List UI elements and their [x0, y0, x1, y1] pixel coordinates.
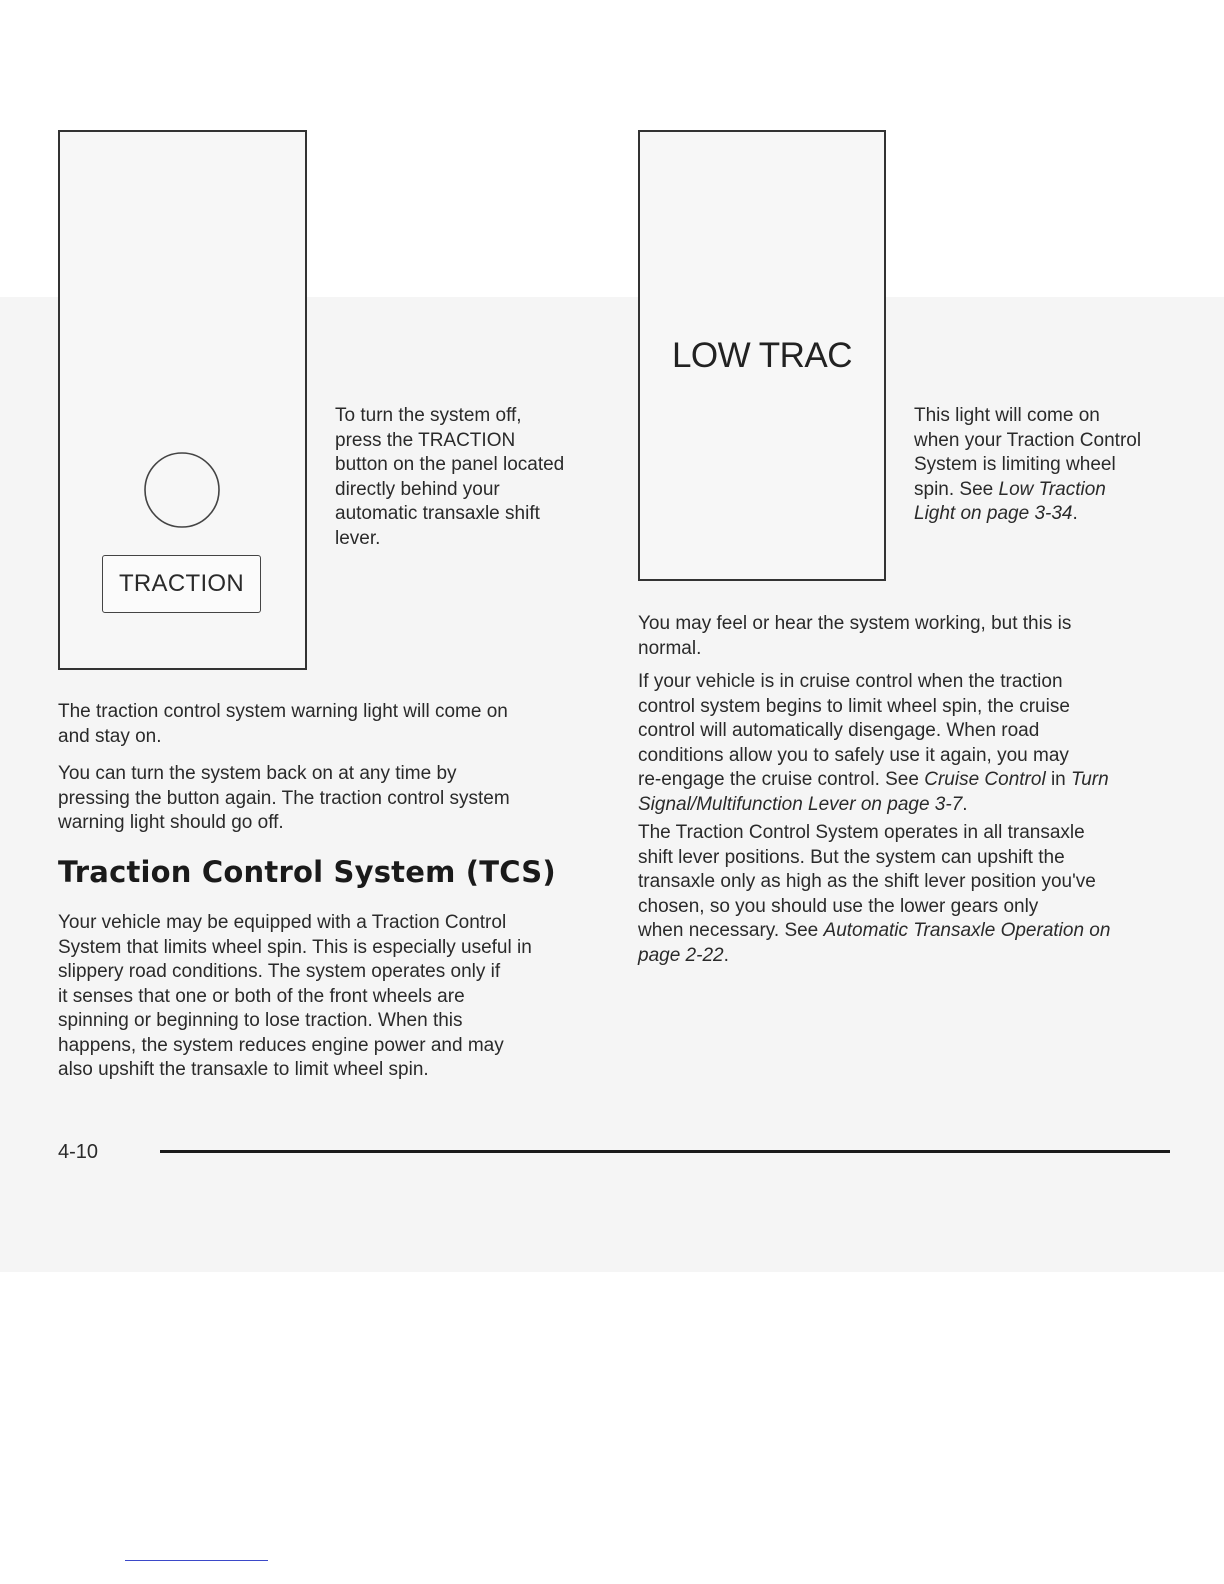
page-number: 4-10: [58, 1141, 99, 1163]
transaxle-paragraph: [638, 821, 1203, 968]
text-line: also upshift the transaxle to limit wheel spin.: [58, 1059, 429, 1080]
automatic-transaxle-reference: Automatic Transaxle Operation on: [823, 920, 1111, 941]
turn-back-on-paragraph: [58, 762, 618, 836]
caption-line: Light on page 3-34.: [914, 503, 1078, 524]
text-line: You may feel or hear the system working, but this is: [638, 613, 1072, 634]
caption-line: when your Traction Control: [914, 429, 1142, 451]
text-line: conditions allow you to safely use it again, you may: [638, 744, 1069, 766]
warning-light-paragraph: [58, 700, 618, 749]
text-line: warning light should go off.: [58, 812, 284, 833]
caption-line: System is limiting wheel: [914, 454, 1116, 475]
caption-line: This light will come on: [914, 405, 1100, 426]
footer-rule: [160, 1150, 1170, 1153]
text-line: Signal/Multifunction Lever on page 3-7.: [638, 793, 968, 815]
text-line: spinning or beginning to lose traction. When this: [58, 1010, 463, 1031]
text-line: when necessary. See Automatic Transaxle Operation on: [638, 920, 1111, 941]
caption-line: spin. See Low Traction: [914, 478, 1106, 500]
text-line: control will automatically disengage. When road: [638, 720, 1040, 741]
caption-line: button on the panel located: [335, 454, 565, 475]
low-trac-label: LOW TRAC: [671, 335, 853, 375]
text-line: The traction control system warning light will come on: [58, 701, 508, 722]
text-line: Your vehicle may be equipped with a Traction Control: [58, 912, 507, 933]
text-line: normal.: [638, 637, 702, 659]
turn-signal-lever-page-reference: Signal/Multifunction Lever on page 3-7: [638, 793, 963, 815]
caption-line: press the TRACTION: [335, 429, 516, 451]
traction-caption: [335, 404, 615, 551]
text-line: System that limits wheel spin. This is especially useful in: [58, 936, 532, 958]
low-traction-light-page-reference: Light on page 3-34: [914, 503, 1073, 524]
text-line: shift lever positions. But the system can upshift the: [638, 846, 1065, 868]
text-line: slippery road conditions. The system operates only if: [58, 961, 501, 982]
caption-line: automatic transaxle shift: [335, 503, 540, 524]
text-line: re-engage the cruise control. See Cruise Control in Turn: [638, 769, 1109, 790]
text-line: The Traction Control System operates in all transaxle: [638, 822, 1085, 843]
bottom-underline: [125, 1560, 268, 1561]
text-line: chosen, so you should use the lower gears only: [638, 895, 1039, 917]
low-trac-light-illustration: [638, 130, 886, 581]
text-line: pressing the button again. The traction control system: [58, 787, 510, 809]
text-line: page 2-22.: [638, 944, 729, 966]
turn-signal-lever-reference: Turn: [1071, 769, 1109, 790]
cruise-control-reference: Cruise Control: [924, 769, 1046, 790]
section-heading: Traction Control System (TCS): [58, 855, 556, 889]
caption-line: lever.: [335, 527, 381, 549]
text-line: control system begins to limit wheel spin, the cruise: [638, 695, 1070, 717]
text-line: happens, the system reduces engine power and may: [58, 1034, 504, 1056]
automatic-transaxle-page-reference: page 2-22: [638, 944, 724, 966]
cruise-control-paragraph: [638, 670, 1203, 817]
text-line: it senses that one or both of the front wheels are: [58, 985, 465, 1007]
low-traction-light-reference: Low Traction: [998, 478, 1106, 500]
tcs-description-paragraph: [58, 911, 628, 1083]
text-line: If your vehicle is in cruise control when the traction: [638, 671, 1063, 692]
caption-line: To turn the system off,: [335, 405, 522, 426]
caption-line: directly behind your: [335, 478, 500, 500]
text-line: transaxle only as high as the shift lever position you've: [638, 871, 1096, 892]
low-trac-caption: [914, 404, 1184, 527]
system-working-paragraph: [638, 612, 1198, 661]
text-line: You can turn the system back on at any time by: [58, 763, 457, 784]
traction-button-label: TRACTION: [102, 555, 261, 613]
text-line: and stay on.: [58, 725, 162, 747]
